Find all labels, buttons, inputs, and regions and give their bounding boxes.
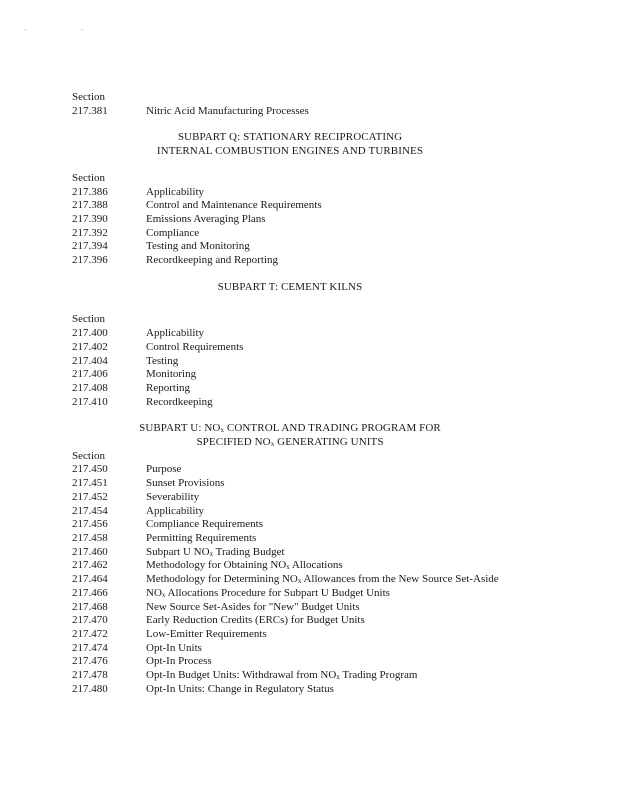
section-number: 217.388 <box>72 199 108 212</box>
section-number: 217.392 <box>72 226 108 239</box>
section-title: Opt-In Budget Units: Withdrawal from $NO_x$ Trading Program <box>146 669 418 682</box>
toc-entry <box>72 518 572 532</box>
section-number: 217.390 <box>72 212 108 225</box>
toc-entry <box>72 477 572 491</box>
section-number: 217.470 <box>72 614 108 627</box>
toc-entry <box>72 559 572 573</box>
table-of-contents <box>72 91 572 696</box>
toc-entry <box>72 254 572 268</box>
section-title: Early Reduction Credits (ERCs) for Budget Units <box>146 614 365 627</box>
section-number: 217.400 <box>72 327 108 340</box>
toc-entry <box>72 601 572 615</box>
section-title: Control and Maintenance Requirements <box>146 199 322 212</box>
section-title: Opt-In Units <box>146 641 202 654</box>
section-title: Compliance Requirements <box>146 518 263 531</box>
section-number: 217.450 <box>72 463 108 476</box>
toc-entry <box>72 327 572 341</box>
subpart-q-heading-line-2: INTERNAL COMBUSTION ENGINES AND TURBINES <box>156 145 424 158</box>
section-title: Severability <box>146 490 200 503</box>
toc-entry <box>72 227 572 241</box>
section-number: 217.468 <box>72 600 108 613</box>
section-title: Nitric Acid Manufacturing Processes <box>146 104 309 117</box>
section-title: Recordkeeping <box>146 395 213 408</box>
section-number: 217.386 <box>72 185 108 198</box>
section-title: Reporting <box>146 381 190 394</box>
section-label: Section <box>72 171 105 184</box>
toc-entry <box>72 341 572 355</box>
toc-entry <box>72 355 572 369</box>
toc-entry <box>72 628 572 642</box>
toc-entry <box>72 587 572 601</box>
toc-entry <box>72 655 572 669</box>
section-number: 217.451 <box>72 477 108 490</box>
section-title: Opt-In Process <box>146 655 212 668</box>
section-number: 217.402 <box>72 340 108 353</box>
section-number: 217.464 <box>72 573 108 586</box>
section-number: 217.452 <box>72 490 108 503</box>
toc-entry <box>72 614 572 628</box>
section-label: Section <box>72 313 105 326</box>
section-number: 217.472 <box>72 627 108 640</box>
toc-entry <box>72 213 572 227</box>
section-number: 217.454 <box>72 504 108 517</box>
toc-entry <box>72 105 572 119</box>
section-title: Subpart U $NO_x$ Trading Budget <box>146 545 285 558</box>
section-title: New Source Set-Asides for "New" Budget Units <box>146 600 360 613</box>
section-title: Applicability <box>146 185 205 198</box>
section-number: 217.408 <box>72 381 108 394</box>
toc-entry <box>72 199 572 213</box>
toc-entry <box>72 642 572 656</box>
section-title: Recordkeeping and Reporting <box>146 254 278 267</box>
section-label: Section <box>72 449 105 462</box>
section-number: 217.458 <box>72 531 108 544</box>
section-number: 217.460 <box>72 545 108 558</box>
section-title: Testing <box>146 354 179 367</box>
section-number: 217.396 <box>72 254 108 267</box>
section-title: Applicability <box>146 504 205 517</box>
section-number: 217.478 <box>72 669 108 682</box>
section-title: Sunset Provisions <box>146 477 225 490</box>
section-number: 217.466 <box>72 586 108 599</box>
section-number: 217.474 <box>72 641 108 654</box>
section-title: Purpose <box>146 463 182 476</box>
toc-entry <box>72 491 572 505</box>
toc-entry <box>72 396 572 410</box>
section-number: 217.406 <box>72 368 108 381</box>
section-label: Section <box>72 91 105 103</box>
section-title: Control Requirements <box>146 340 244 353</box>
section-title: Low-Emitter Requirements <box>146 627 267 640</box>
section-number: 217.394 <box>72 240 108 253</box>
subpart-t-heading: SUBPART T: CEMENT KILNS <box>217 280 363 293</box>
section-title: Opt-In Units: Change in Regulatory Status <box>146 682 334 695</box>
section-title: Testing and Monitoring <box>146 240 250 253</box>
toc-entry <box>72 669 572 683</box>
toc-entry <box>72 505 572 519</box>
section-title: Applicability <box>146 327 205 340</box>
toc-entry <box>72 546 572 560</box>
section-number: 217.476 <box>72 655 108 668</box>
section-number: 217.456 <box>72 518 108 531</box>
toc-entry <box>72 532 572 546</box>
subpart-u-heading-line-1: SUBPART U: $NO_x$ CONTROL AND TRADING PROGRAM FOR <box>139 422 441 435</box>
scan-specks: · · <box>24 26 110 35</box>
subpart-q-heading-line-1: SUBPART Q: STATIONARY RECIPROCATING <box>177 131 403 144</box>
section-title: Monitoring <box>146 368 197 381</box>
section-title: Emissions Averaging Plans <box>146 212 266 225</box>
section-title: Methodology for Obtaining $NO_x$ Allocations <box>146 559 343 572</box>
section-number: 217.410 <box>72 395 108 408</box>
toc-entry <box>72 368 572 382</box>
section-number: 217.404 <box>72 354 108 367</box>
subpart-u-heading-line-2: SPECIFIED $NO_x$ GENERATING UNITS <box>196 436 384 449</box>
toc-entry <box>72 382 572 396</box>
section-title: $NO_x$ Allocations Procedure for Subpart U Budget Units <box>146 586 390 599</box>
section-number: 217.480 <box>72 682 108 695</box>
toc-entry <box>72 240 572 254</box>
toc-entry <box>72 683 572 697</box>
section-number: 217.381 <box>72 104 108 117</box>
toc-entry <box>72 186 572 200</box>
toc-entry <box>72 463 572 477</box>
section-title: Permitting Requirements <box>146 531 257 544</box>
toc-entry <box>72 573 572 587</box>
section-title: Methodology for Determining $NO_x$ Allowances from the New Source Set-Aside <box>146 573 499 586</box>
section-number: 217.462 <box>72 559 108 572</box>
section-title: Compliance <box>146 226 200 239</box>
